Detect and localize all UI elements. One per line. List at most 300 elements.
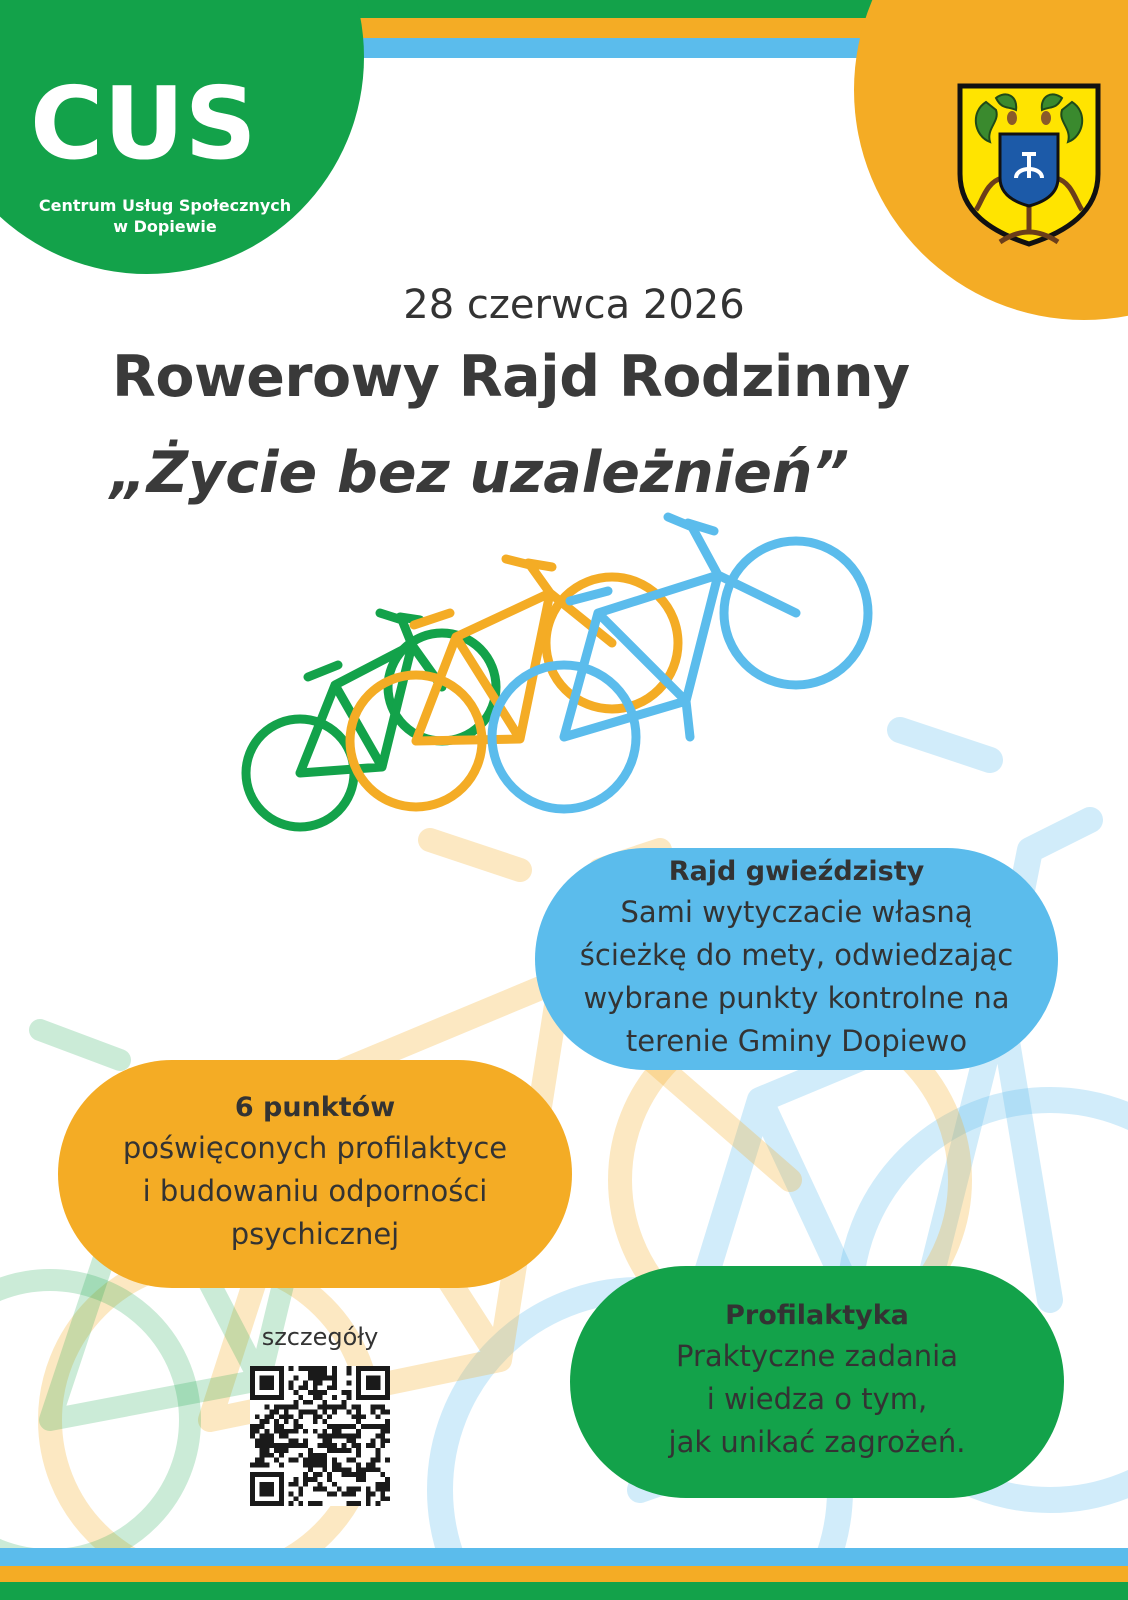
qr-module bbox=[279, 1492, 284, 1497]
qr-module bbox=[376, 1448, 381, 1453]
qr-module bbox=[260, 1458, 265, 1463]
qr-module bbox=[318, 1443, 323, 1448]
qr-module bbox=[337, 1434, 342, 1439]
qr-module bbox=[380, 1472, 385, 1477]
qr-module bbox=[385, 1429, 390, 1434]
logo-caption-line1: Centrum Usług Społecznych bbox=[38, 196, 292, 215]
qr-module bbox=[303, 1429, 308, 1434]
qr-module bbox=[308, 1366, 313, 1371]
qr-module bbox=[293, 1438, 298, 1443]
qr-module bbox=[318, 1482, 323, 1487]
qr-module bbox=[289, 1405, 294, 1410]
qr-module bbox=[284, 1434, 289, 1439]
qr-module bbox=[274, 1501, 279, 1506]
qr-module bbox=[385, 1409, 390, 1414]
qr-module bbox=[264, 1453, 269, 1458]
qr-module bbox=[366, 1501, 371, 1506]
bottom-stripe-blue bbox=[0, 1548, 1128, 1566]
qr-module bbox=[327, 1472, 332, 1477]
points-line1: poświęconych profilaktyce bbox=[122, 1131, 508, 1165]
qr-module bbox=[371, 1492, 376, 1497]
qr-module bbox=[380, 1395, 385, 1400]
qr-module bbox=[279, 1405, 284, 1410]
info-box-points bbox=[58, 1060, 572, 1288]
qr-module bbox=[308, 1501, 313, 1506]
qr-module bbox=[274, 1366, 279, 1371]
qr-module bbox=[356, 1453, 361, 1458]
qr-module bbox=[376, 1380, 381, 1385]
qr-module bbox=[264, 1487, 269, 1492]
qr-module bbox=[260, 1448, 265, 1453]
qr-module bbox=[347, 1390, 352, 1395]
qr-module bbox=[293, 1496, 298, 1501]
qr-module bbox=[322, 1409, 327, 1414]
qr-module bbox=[255, 1458, 260, 1463]
qr-module bbox=[371, 1380, 376, 1385]
qr-module bbox=[376, 1482, 381, 1487]
qr-module bbox=[260, 1443, 265, 1448]
qr-module bbox=[337, 1467, 342, 1472]
qr-module bbox=[327, 1477, 332, 1482]
qr-module bbox=[308, 1448, 313, 1453]
qr-module bbox=[289, 1482, 294, 1487]
qr-module bbox=[351, 1443, 356, 1448]
qr-module bbox=[308, 1477, 313, 1482]
qr-module bbox=[279, 1434, 284, 1439]
qr-module bbox=[332, 1366, 337, 1371]
qr-module bbox=[269, 1385, 274, 1390]
qr-module bbox=[371, 1395, 376, 1400]
qr-module bbox=[327, 1438, 332, 1443]
qr-module bbox=[255, 1463, 260, 1468]
qr-module bbox=[264, 1380, 269, 1385]
qr-module bbox=[347, 1458, 352, 1463]
qr-module bbox=[322, 1405, 327, 1410]
svg-text:CUS: CUS bbox=[30, 72, 257, 172]
qr-module bbox=[380, 1434, 385, 1439]
qr-module bbox=[385, 1385, 390, 1390]
qr-module bbox=[385, 1390, 390, 1395]
qr-module bbox=[327, 1376, 332, 1381]
qr-module bbox=[366, 1376, 371, 1381]
bottom-stripe-orange bbox=[0, 1566, 1128, 1582]
qr-module bbox=[308, 1371, 313, 1376]
qr-module bbox=[385, 1371, 390, 1376]
cus-logo-icon bbox=[30, 72, 300, 172]
qr-module bbox=[371, 1424, 376, 1429]
logo-caption-line2: w Dopiewie bbox=[113, 217, 217, 236]
qr-module bbox=[351, 1414, 356, 1419]
qr-module bbox=[274, 1448, 279, 1453]
qr-module bbox=[318, 1487, 323, 1492]
qr-module bbox=[371, 1443, 376, 1448]
qr-module bbox=[303, 1380, 308, 1385]
qr-module bbox=[347, 1371, 352, 1376]
qr-module bbox=[356, 1409, 361, 1414]
qr-module bbox=[385, 1380, 390, 1385]
qr-module bbox=[318, 1414, 323, 1419]
qr-module bbox=[385, 1419, 390, 1424]
qr-module bbox=[313, 1366, 318, 1371]
qr-module bbox=[269, 1501, 274, 1506]
qr-module bbox=[356, 1443, 361, 1448]
qr-module bbox=[264, 1419, 269, 1424]
qr-module bbox=[250, 1492, 255, 1497]
qr-module bbox=[351, 1438, 356, 1443]
qr-module bbox=[347, 1438, 352, 1443]
qr-module bbox=[318, 1453, 323, 1458]
qr-module bbox=[318, 1376, 323, 1381]
qr-module bbox=[289, 1501, 294, 1506]
qr-module bbox=[342, 1434, 347, 1439]
qr-module bbox=[318, 1434, 323, 1439]
qr-module bbox=[332, 1434, 337, 1439]
qr-module bbox=[289, 1429, 294, 1434]
qr-module bbox=[342, 1424, 347, 1429]
qr-module bbox=[351, 1501, 356, 1506]
qr-module bbox=[289, 1458, 294, 1463]
qr-module bbox=[356, 1467, 361, 1472]
qr-module bbox=[332, 1405, 337, 1410]
qr-module bbox=[361, 1477, 366, 1482]
qr-module bbox=[332, 1371, 337, 1376]
qr-module bbox=[274, 1405, 279, 1410]
qr-module bbox=[342, 1400, 347, 1405]
qr-module bbox=[313, 1472, 318, 1477]
qr-code-icon[interactable] bbox=[250, 1366, 390, 1506]
qr-module bbox=[289, 1414, 294, 1419]
qr-module bbox=[250, 1477, 255, 1482]
qr-module bbox=[342, 1448, 347, 1453]
qr-module bbox=[385, 1376, 390, 1381]
qr-label: szczegóły bbox=[261, 1323, 379, 1351]
qr-module bbox=[269, 1395, 274, 1400]
qr-module bbox=[293, 1400, 298, 1405]
qr-module bbox=[322, 1453, 327, 1458]
qr-module bbox=[376, 1405, 381, 1410]
qr-module bbox=[289, 1385, 294, 1390]
qr-module bbox=[279, 1482, 284, 1487]
qr-module bbox=[371, 1366, 376, 1371]
info-box-prevention bbox=[570, 1266, 1064, 1498]
qr-module bbox=[260, 1482, 265, 1487]
qr-module bbox=[260, 1366, 265, 1371]
qr-module bbox=[322, 1371, 327, 1376]
qr-module bbox=[284, 1414, 289, 1419]
qr-module bbox=[313, 1419, 318, 1424]
qr-module bbox=[250, 1487, 255, 1492]
qr-module bbox=[303, 1477, 308, 1482]
qr-module bbox=[371, 1405, 376, 1410]
qr-module bbox=[376, 1458, 381, 1463]
qr-module bbox=[342, 1467, 347, 1472]
qr-module bbox=[361, 1424, 366, 1429]
qr-module bbox=[303, 1400, 308, 1405]
qr-module bbox=[347, 1424, 352, 1429]
qr-module bbox=[332, 1429, 337, 1434]
qr-module bbox=[269, 1482, 274, 1487]
qr-module bbox=[347, 1472, 352, 1477]
star-rally-line1: Sami wytyczacie własną bbox=[620, 894, 973, 929]
qr-module bbox=[279, 1448, 284, 1453]
qr-module bbox=[380, 1429, 385, 1434]
qr-module bbox=[250, 1472, 255, 1477]
qr-module bbox=[269, 1380, 274, 1385]
qr-module bbox=[366, 1496, 371, 1501]
qr-module bbox=[322, 1366, 327, 1371]
qr-module bbox=[361, 1366, 366, 1371]
qr-module bbox=[308, 1409, 313, 1414]
qr-module bbox=[366, 1487, 371, 1492]
qr-module bbox=[274, 1395, 279, 1400]
logo-caption bbox=[20, 195, 310, 237]
qr-module bbox=[327, 1448, 332, 1453]
qr-module bbox=[356, 1376, 361, 1381]
qr-module bbox=[385, 1424, 390, 1429]
qr-module bbox=[332, 1448, 337, 1453]
qr-module bbox=[269, 1453, 274, 1458]
qr-module bbox=[313, 1409, 318, 1414]
qr-module bbox=[274, 1424, 279, 1429]
qr-module bbox=[260, 1380, 265, 1385]
qr-module bbox=[313, 1414, 318, 1419]
qr-module bbox=[279, 1390, 284, 1395]
qr-module bbox=[347, 1501, 352, 1506]
qr-module bbox=[289, 1366, 294, 1371]
qr-module bbox=[313, 1376, 318, 1381]
qr-module bbox=[298, 1366, 303, 1371]
qr-module bbox=[250, 1385, 255, 1390]
qr-module bbox=[366, 1443, 371, 1448]
qr-module bbox=[284, 1419, 289, 1424]
qr-module bbox=[313, 1487, 318, 1492]
qr-module bbox=[313, 1453, 318, 1458]
prevention-line2: i wiedza o tym, bbox=[706, 1382, 928, 1416]
qr-module bbox=[318, 1472, 323, 1477]
qr-module bbox=[322, 1390, 327, 1395]
qr-module bbox=[269, 1376, 274, 1381]
qr-module bbox=[264, 1414, 269, 1419]
qr-module bbox=[293, 1458, 298, 1463]
qr-module bbox=[356, 1390, 361, 1395]
qr-module bbox=[356, 1472, 361, 1477]
qr-module bbox=[264, 1429, 269, 1434]
qr-module bbox=[356, 1366, 361, 1371]
qr-module bbox=[289, 1443, 294, 1448]
qr-module bbox=[255, 1472, 260, 1477]
qr-module bbox=[322, 1376, 327, 1381]
qr-module bbox=[250, 1482, 255, 1487]
qr-module bbox=[356, 1380, 361, 1385]
qr-module bbox=[250, 1380, 255, 1385]
qr-module bbox=[351, 1487, 356, 1492]
qr-module bbox=[264, 1366, 269, 1371]
qr-module bbox=[342, 1405, 347, 1410]
qr-module bbox=[308, 1463, 313, 1468]
qr-module bbox=[298, 1443, 303, 1448]
qr-module bbox=[318, 1395, 323, 1400]
qr-module bbox=[293, 1376, 298, 1381]
qr-module bbox=[289, 1438, 294, 1443]
qr-module bbox=[293, 1424, 298, 1429]
qr-module bbox=[376, 1376, 381, 1381]
qr-module bbox=[250, 1434, 255, 1439]
qr-module bbox=[279, 1385, 284, 1390]
qr-module bbox=[327, 1424, 332, 1429]
points-line3: psychicznej bbox=[230, 1217, 400, 1251]
qr-module bbox=[380, 1409, 385, 1414]
qr-module bbox=[376, 1366, 381, 1371]
points-heading: 6 punktów bbox=[234, 1092, 396, 1123]
qr-module bbox=[366, 1395, 371, 1400]
qr-module bbox=[298, 1501, 303, 1506]
qr-module bbox=[366, 1385, 371, 1390]
qr-module bbox=[279, 1429, 284, 1434]
qr-module bbox=[385, 1366, 390, 1371]
qr-module bbox=[380, 1482, 385, 1487]
qr-module bbox=[380, 1443, 385, 1448]
qr-module bbox=[255, 1414, 260, 1419]
qr-module bbox=[356, 1414, 361, 1419]
qr-module bbox=[298, 1385, 303, 1390]
qr-module bbox=[284, 1409, 289, 1414]
qr-module bbox=[289, 1492, 294, 1497]
qr-module bbox=[371, 1385, 376, 1390]
qr-module bbox=[284, 1443, 289, 1448]
qr-module bbox=[250, 1371, 255, 1376]
qr-module bbox=[376, 1453, 381, 1458]
qr-module bbox=[356, 1419, 361, 1424]
qr-module bbox=[366, 1463, 371, 1468]
qr-module bbox=[298, 1414, 303, 1419]
qr-module bbox=[322, 1467, 327, 1472]
qr-module bbox=[250, 1395, 255, 1400]
qr-module bbox=[347, 1380, 352, 1385]
qr-module bbox=[313, 1501, 318, 1506]
qr-module bbox=[264, 1448, 269, 1453]
qr-module bbox=[279, 1443, 284, 1448]
qr-module bbox=[385, 1487, 390, 1492]
qr-module bbox=[298, 1395, 303, 1400]
qr-module bbox=[347, 1487, 352, 1492]
qr-module bbox=[255, 1501, 260, 1506]
qr-module bbox=[351, 1472, 356, 1477]
star-rally-line3: wybrane punkty kontrolne na bbox=[583, 980, 1010, 1015]
qr-module bbox=[322, 1487, 327, 1492]
qr-module bbox=[293, 1405, 298, 1410]
qr-module bbox=[366, 1366, 371, 1371]
qr-module bbox=[313, 1477, 318, 1482]
qr-module bbox=[250, 1429, 255, 1434]
qr-module bbox=[289, 1380, 294, 1385]
qr-module bbox=[293, 1443, 298, 1448]
qr-module bbox=[308, 1453, 313, 1458]
qr-module bbox=[332, 1467, 337, 1472]
qr-module bbox=[332, 1409, 337, 1414]
qr-module bbox=[366, 1467, 371, 1472]
qr-module bbox=[318, 1366, 323, 1371]
qr-module bbox=[371, 1409, 376, 1414]
qr-module bbox=[351, 1434, 356, 1439]
qr-module bbox=[322, 1434, 327, 1439]
qr-module bbox=[250, 1390, 255, 1395]
qr-module bbox=[356, 1463, 361, 1468]
qr-module bbox=[308, 1390, 313, 1395]
qr-module bbox=[356, 1429, 361, 1434]
qr-module bbox=[269, 1366, 274, 1371]
qr-module bbox=[347, 1448, 352, 1453]
qr-module bbox=[371, 1458, 376, 1463]
event-date: 28 czerwca 2026 bbox=[403, 282, 745, 328]
qr-module bbox=[269, 1414, 274, 1419]
qr-module bbox=[279, 1366, 284, 1371]
star-rally-line2: ścieżkę do mety, odwiedzając bbox=[579, 937, 1014, 972]
qr-module bbox=[269, 1472, 274, 1477]
qr-module bbox=[347, 1366, 352, 1371]
qr-module bbox=[347, 1395, 352, 1400]
qr-module bbox=[332, 1376, 337, 1381]
dopiewo-coat-of-arms-icon bbox=[956, 82, 1102, 248]
qr-module bbox=[366, 1380, 371, 1385]
qr-module bbox=[351, 1492, 356, 1497]
qr-module bbox=[371, 1376, 376, 1381]
qr-module bbox=[385, 1458, 390, 1463]
qr-module bbox=[313, 1463, 318, 1468]
qr-module bbox=[303, 1443, 308, 1448]
qr-module bbox=[318, 1501, 323, 1506]
qr-module bbox=[279, 1395, 284, 1400]
qr-module bbox=[264, 1492, 269, 1497]
qr-module bbox=[327, 1492, 332, 1497]
qr-module bbox=[356, 1434, 361, 1439]
qr-module bbox=[318, 1405, 323, 1410]
qr-module bbox=[327, 1443, 332, 1448]
info-box-star-rally bbox=[535, 848, 1058, 1070]
qr-module bbox=[342, 1492, 347, 1497]
qr-module bbox=[298, 1487, 303, 1492]
qr-module bbox=[250, 1366, 255, 1371]
qr-module bbox=[318, 1371, 323, 1376]
qr-module bbox=[260, 1487, 265, 1492]
prevention-heading: Profilaktyka bbox=[725, 1300, 909, 1331]
qr-module bbox=[322, 1400, 327, 1405]
qr-module bbox=[342, 1472, 347, 1477]
qr-module bbox=[264, 1405, 269, 1410]
qr-module bbox=[293, 1477, 298, 1482]
qr-module bbox=[351, 1405, 356, 1410]
prevention-line1: Praktyczne zadania bbox=[676, 1339, 958, 1373]
qr-module bbox=[337, 1463, 342, 1468]
qr-module bbox=[264, 1482, 269, 1487]
qr-module bbox=[385, 1438, 390, 1443]
qr-module bbox=[361, 1395, 366, 1400]
qr-module bbox=[260, 1424, 265, 1429]
qr-module bbox=[279, 1424, 284, 1429]
qr-module bbox=[260, 1463, 265, 1468]
qr-module bbox=[303, 1438, 308, 1443]
qr-module bbox=[255, 1438, 260, 1443]
qr-module bbox=[356, 1371, 361, 1376]
qr-module bbox=[303, 1463, 308, 1468]
qr-module bbox=[322, 1419, 327, 1424]
qr-module bbox=[279, 1376, 284, 1381]
qr-module bbox=[366, 1424, 371, 1429]
qr-module bbox=[250, 1376, 255, 1381]
qr-module bbox=[380, 1487, 385, 1492]
qr-module bbox=[269, 1443, 274, 1448]
qr-module bbox=[260, 1385, 265, 1390]
qr-module bbox=[313, 1458, 318, 1463]
